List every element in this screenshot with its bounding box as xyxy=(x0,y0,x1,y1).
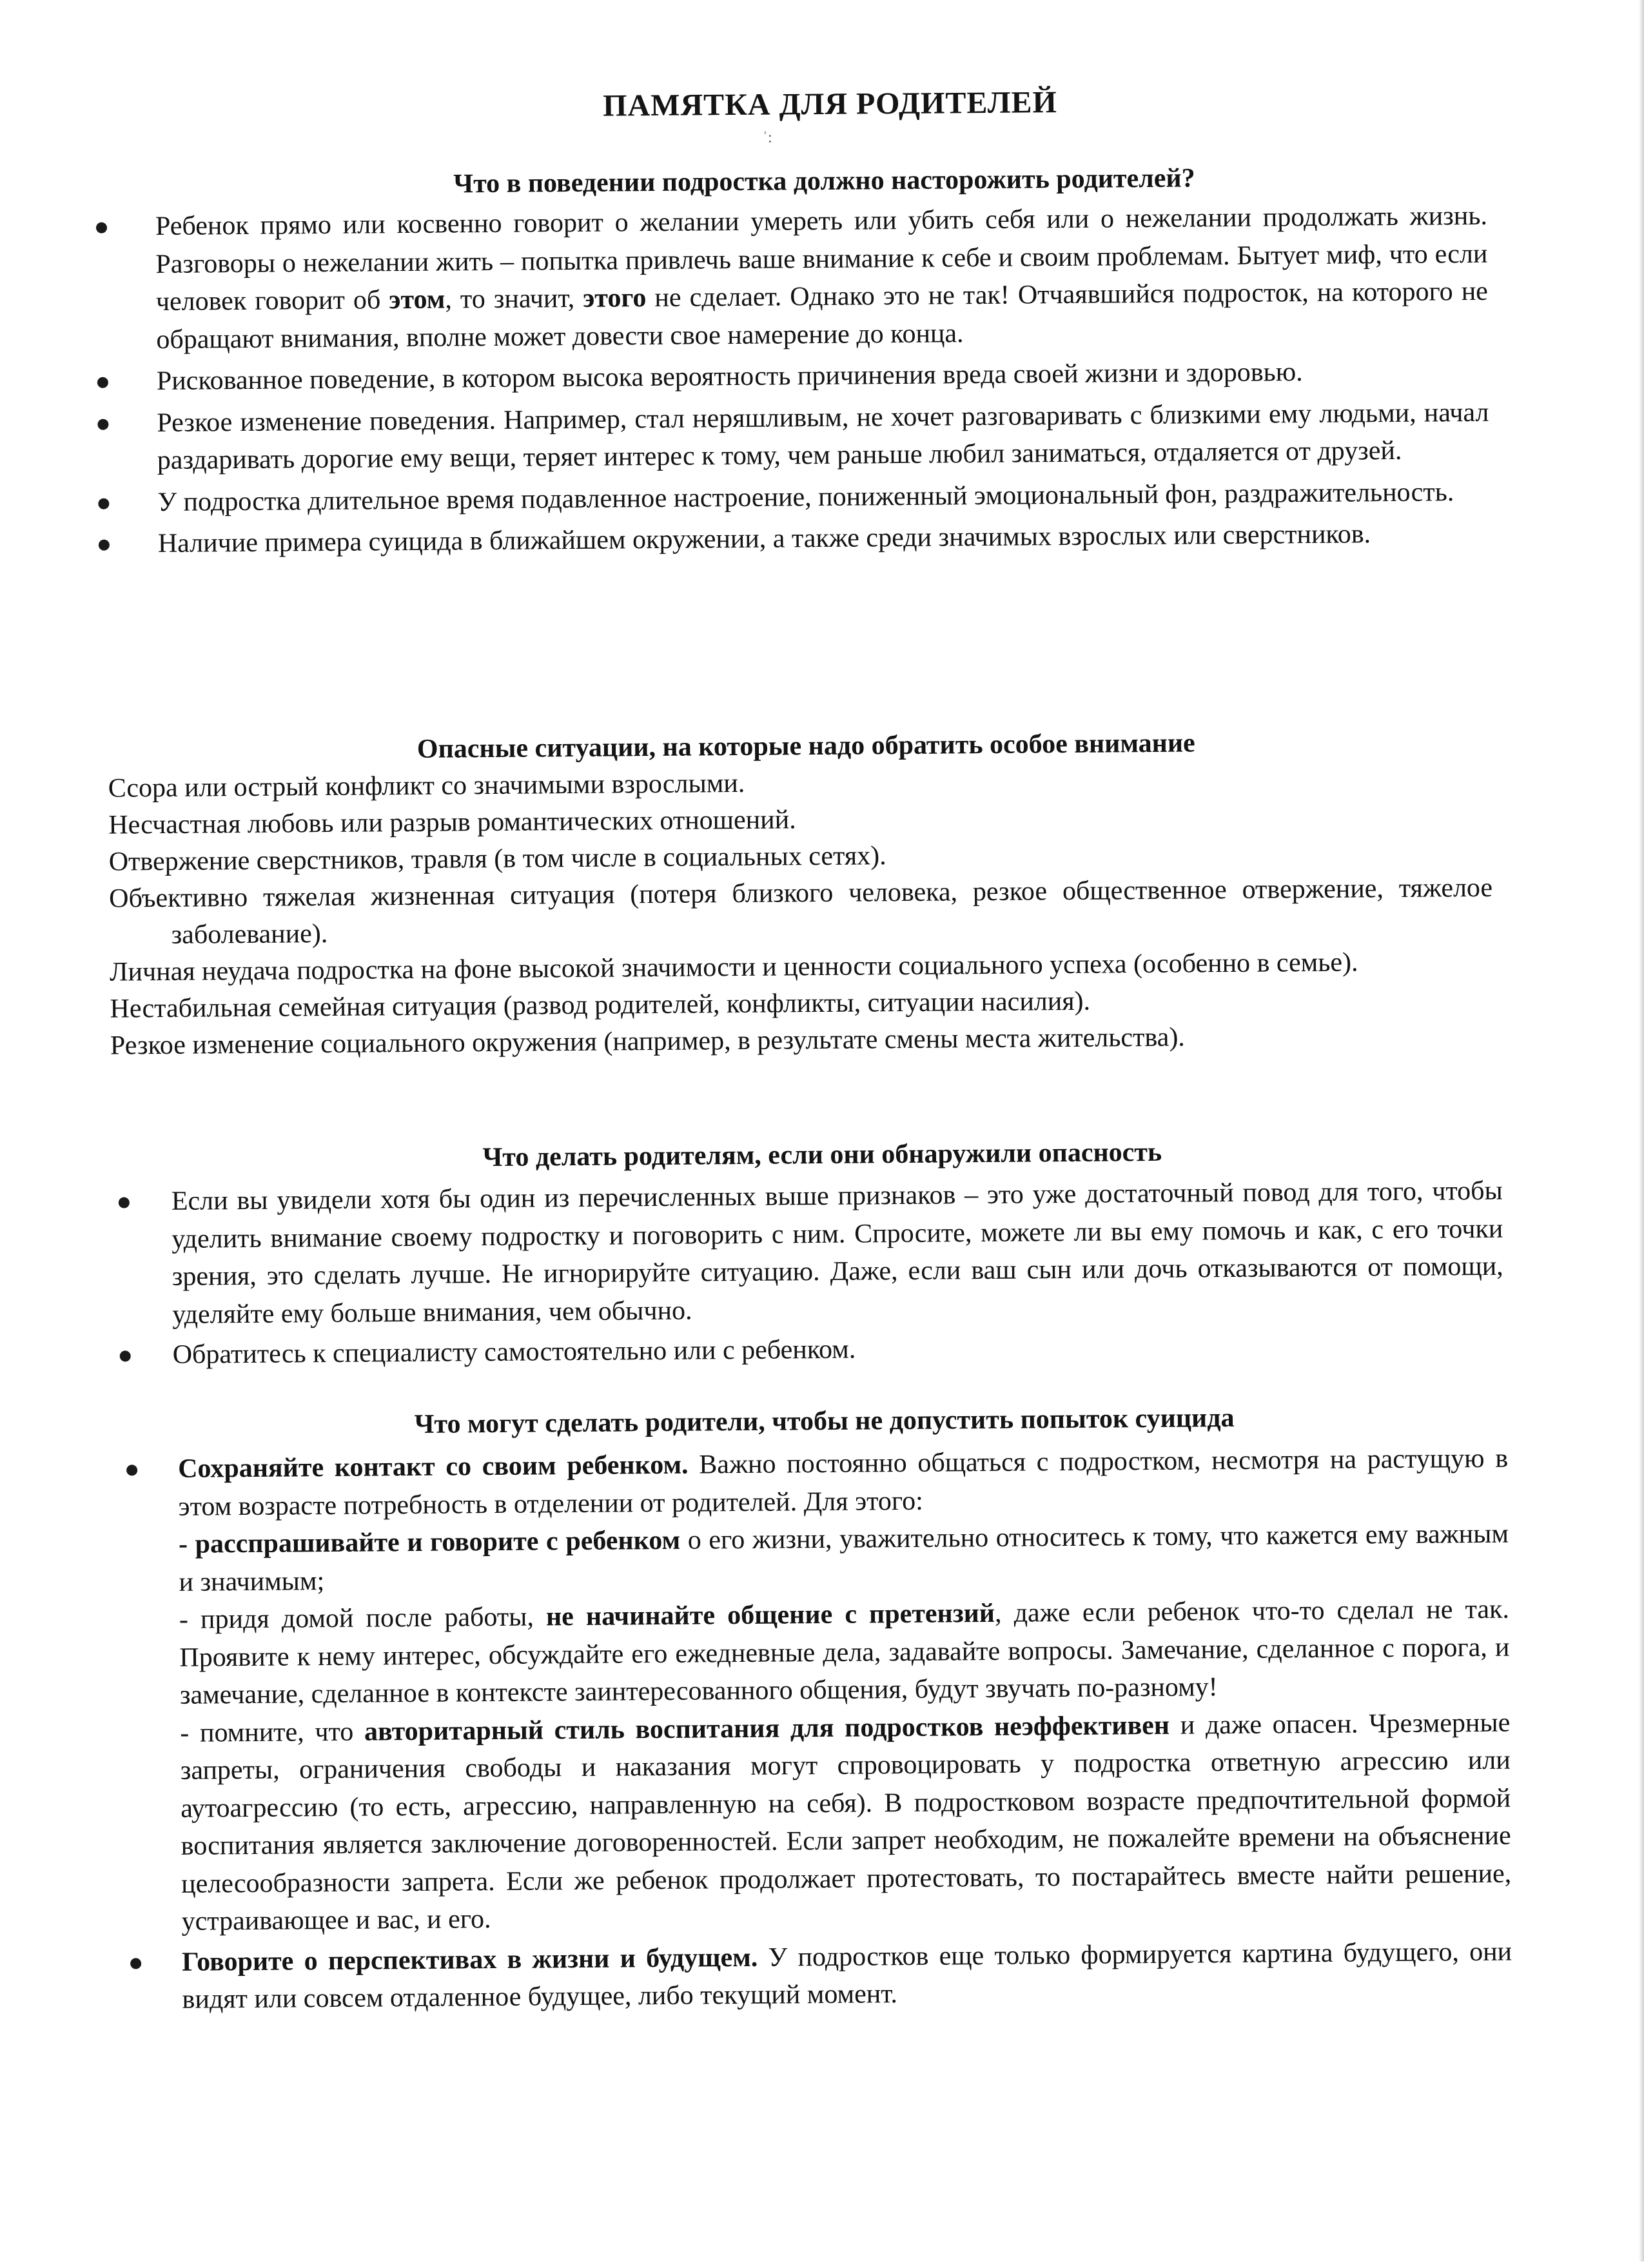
bullet-icon xyxy=(126,1464,137,1475)
situation-line: Несчастная любовь или разрыв романтических отношений. xyxy=(108,805,796,840)
bullet-icon xyxy=(98,498,109,509)
situation-line: Резкое изменение социального окружения (например, в результате смены места жительства). xyxy=(110,1022,1186,1061)
document-title: ПАМЯТКА ДЛЯ РОДИТЕЛЕЙ xyxy=(602,85,1058,123)
what-to-do-list xyxy=(1,1171,1644,1376)
section-warning-signs xyxy=(0,156,1639,564)
section-dangerous-situations xyxy=(0,721,1643,1065)
situation-line: Нестабильная семейная ситуация (развод родителей, конфликты, ситуации насилия). xyxy=(110,986,1091,1024)
bullet-icon xyxy=(130,1958,141,1969)
bullet-icon xyxy=(120,1350,131,1361)
section-heading-warning-signs: Что в поведении подростка должно насторожить родителей? xyxy=(453,163,1195,199)
situation-line: Объективно тяжелая жизненная ситуация (потеря близкого человека, резкое общественное отвержение, тяжелое заболевание). xyxy=(108,873,1493,950)
prevention-list xyxy=(3,1439,1644,2020)
bullet-icon xyxy=(96,222,107,233)
list-item: Обратитесь к специалисту самостоятельно или с ребенком. xyxy=(172,1326,1503,1374)
list-item: Ребенок прямо или косвенно говорит о желании умереть или убить себя или о нежелании продолжать жизнь. Разговоры о нежелании жить – попытка привлечь ваше внимание к себе и своим проблемам. Бытует миф, что если человек говорит об этом, то значит, этого не сделает. Однако это не так! Отчаявшийся подросток, на которого не обращают внимания, вполне может довести свое намерение до конца. xyxy=(155,197,1489,359)
section-heading-what-to-do: Что делать родителям, если они обнаружили опасность xyxy=(482,1137,1162,1173)
list-item: Наличие примера суицида в ближайшем окружении, а также среди значимых взрослых или сверстников. xyxy=(158,515,1490,563)
scan-edge xyxy=(1639,0,1644,2262)
bullet-icon xyxy=(119,1197,130,1208)
list-item: Сохраняйте контакт со своим ребенком. Важно постоянно общаться с подростком, несмотря на растущую в этом возрасте потребность в отделении от родителей. Для этого: - расспрашивайте и говорите с ребенком о его жизни, уважительно относитесь к тому, что кажется ему важным и значимым; - придя домой после работы, не начинайте общение с претензий, даже если ребенок что-то сделал не так. Проявите к нему интерес, обсуждайте его ежедневные дела, задавайте вопросы. Замечание, сделанное с порога, и замечание, сделанное в контексте заинтересованного общения, будут звучать по-разному! - помните, что авторитарный стиль воспитания для подростков неэффективен и даже опасен. Чрезмерные запреты, ограничения свободы и наказания могут спровоцировать у подростка ответную агрессию или аутоагрессию (то есть, агрессию, направленную на себя). В подростковом возрасте предпочтительной формой воспитания является заключение договоренностей. Если запрет необходим, не пожалейте времени на объяснение целесообразности запрета. Если же ребенок продолжает протестовать, то постарайтесь вместе найти решение, устраивающее и вас, и его. xyxy=(178,1440,1512,1941)
section-what-to-do xyxy=(0,1130,1644,1376)
situation-line: Отвержение сверстников, травля (в том числе в социальных сетях). xyxy=(108,841,886,877)
list-item: У подростка длительное время подавленное настроение, пониженный эмоциональный фон, раздражительность. xyxy=(157,473,1489,521)
warning-signs-list xyxy=(0,196,1639,564)
bullet-icon xyxy=(97,377,108,388)
section-prevention xyxy=(2,1396,1644,2020)
list-item: Рискованное поведение, в котором высока вероятность причинения вреда своей жизни и здоровью. xyxy=(157,352,1489,400)
list-item: Говорите о перспективах в жизни и будущем. У подростков еще только формируется картина будущего, они видят или совсем отдаленное будущее, либо текущий момент. xyxy=(182,1933,1512,2018)
advice-subitem: - расспрашивайте и говорите с ребенком о его жизни, уважительно относитесь к тому, что кажется ему важным и значимым; xyxy=(178,1519,1509,1597)
list-item: Если вы увидели хотя бы один из перечисленных выше признаков – это уже достаточный повод для того, чтобы уделить внимание своему подростку и поговорить с ним. Спросите, можете ли вы ему помочь и как, с его точки зрения, это сделать лучше. Не игнорируйте ситуацию. Даже, если ваш сын или дочь отказываются от помощи, уделяйте ему больше внимания, чем обычно. xyxy=(171,1172,1504,1334)
bullet-icon xyxy=(97,419,108,429)
list-item: Резкое изменение поведения. Например, стал неряшливым, не хочет разговаривать с близкими ему людьми, начал раздаривать дорогие ему вещи, теряет интерес к тому, чем раньше любил заниматься, отдаляется от друзей. xyxy=(157,393,1489,479)
situation-line: Личная неудача подростка на фоне высокой значимости и ценности социального успеха (особенно в семье). xyxy=(109,947,1358,987)
section-heading-dangerous-situations: Опасные ситуации, на которые надо обратить особое внимание xyxy=(416,728,1195,764)
advice-subitem: - помните, что авторитарный стиль воспитания для подростков неэффективен и даже опасен. Чрезмерные запреты, ограничения свободы и наказания могут спровоцировать у подростка ответную агрессию или аутоагрессию (то есть, агрессию, направленную на себя). В подростковом возрасте предпочтительной формой воспитания является заключение договоренностей. Если запрет необходим, не пожалейте времени на объяснение целесообразности запрета. Если же ребенок продолжает протестовать, то постарайтесь вместе найти решение, устраивающее и вас, и его. xyxy=(180,1708,1512,1937)
situation-line: Ссора или острый конфликт со значимыми взрослыми. xyxy=(108,768,745,804)
scan-speck: ˈ: xyxy=(762,129,772,146)
dangerous-situations-list xyxy=(108,760,1494,1065)
bullet-icon xyxy=(99,540,110,551)
advice-subitem: - придя домой после работы, не начинайте общение с претензий, даже если ребенок что-то сделал не так. Проявите к нему интерес, обсуждайте его ежедневные дела, задавайте вопросы. Замечание, сделанное с порога, и замечание, сделанное в контексте заинтересованного общения, будут звучать по-разному! xyxy=(179,1594,1510,1710)
section-heading-prevention: Что могут сделать родители, чтобы не допустить попыток суицида xyxy=(414,1403,1235,1439)
